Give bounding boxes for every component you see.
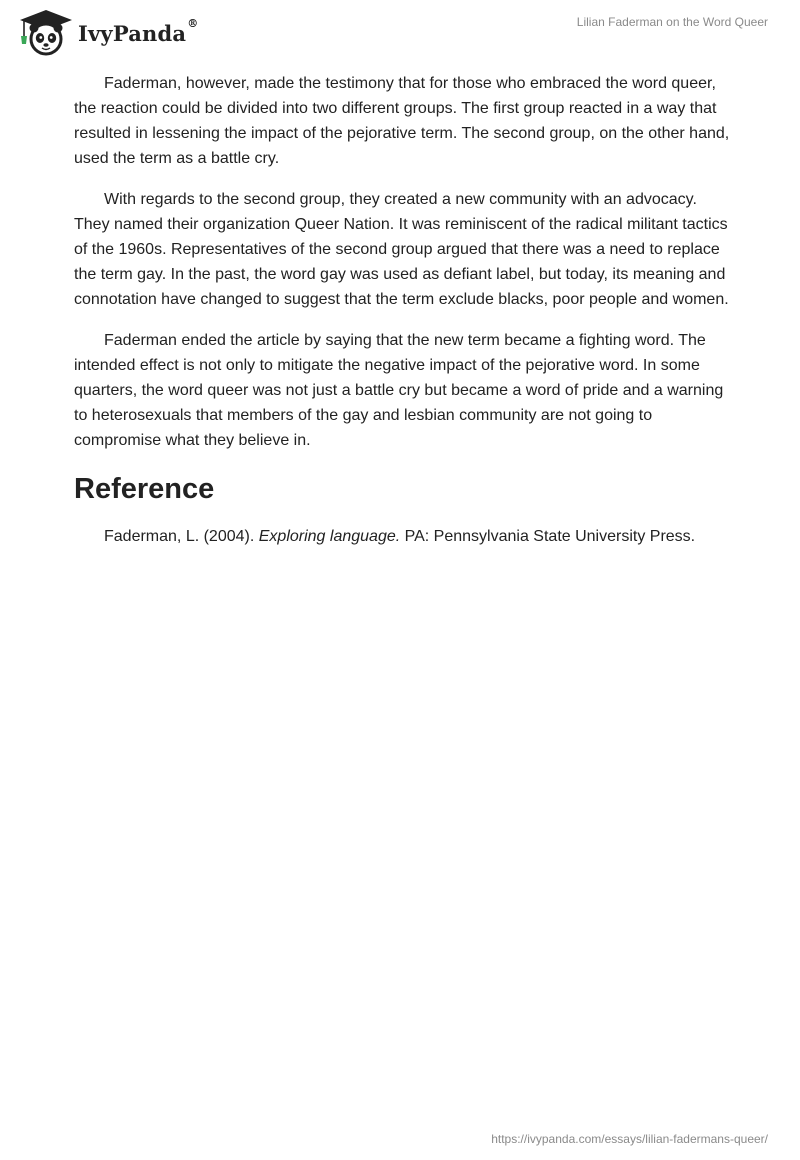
- body-paragraph: Faderman ended the article by saying that the new term became a fighting word. The intended effect is not only to mitigate the negative impact of the pejorative word. In some quarters, the word queer was not just a battle cry but became a word of pride and a warning to heterosexuals that members of the gay and lesbian community are not going to compromise what they believe in.: [74, 332, 724, 449]
- reference-publisher: PA: Pennsylvania State University Press.: [400, 528, 696, 545]
- brand-registered-mark: ®: [187, 17, 199, 30]
- page-header: [0, 0, 800, 64]
- document-title: Lilian Faderman on the Word Queer: [576, 15, 768, 29]
- essay-content: [74, 71, 734, 565]
- brand-name: [78, 17, 199, 46]
- reference-heading: Reference: [74, 473, 215, 505]
- reference-entry: [74, 524, 734, 549]
- logo[interactable]: [16, 8, 206, 58]
- brand-text: IvyPanda: [78, 21, 187, 46]
- panda-graduate-icon: [16, 8, 74, 58]
- body-paragraph: With regards to the second group, they created a new community with an advocacy. They named their organization Queer Nation. It was reminiscent of the radical militant tactics of the 1960s. Representatives of the second group argued that there was a need to replace the term gay. In the past, the word gay was used as defiant label, but today, its meaning and connotation have changed to suggest that the term exclude blacks, poor people and women.: [74, 191, 729, 308]
- reference-title: Exploring language.: [258, 528, 401, 545]
- body-paragraph: Faderman, however, made the testimony that for those who embraced the word queer, the reaction could be divided into two different groups. The first group reacted in a way that resulted in lessening the impact of the pejorative term. The second group, on the other hand, used the term as a battle cry.: [74, 75, 730, 167]
- reference-author-date: Faderman, L. (2004).: [104, 528, 259, 545]
- footer-url[interactable]: https://ivypanda.com/essays/lilian-fadermans-queer/: [491, 1132, 768, 1146]
